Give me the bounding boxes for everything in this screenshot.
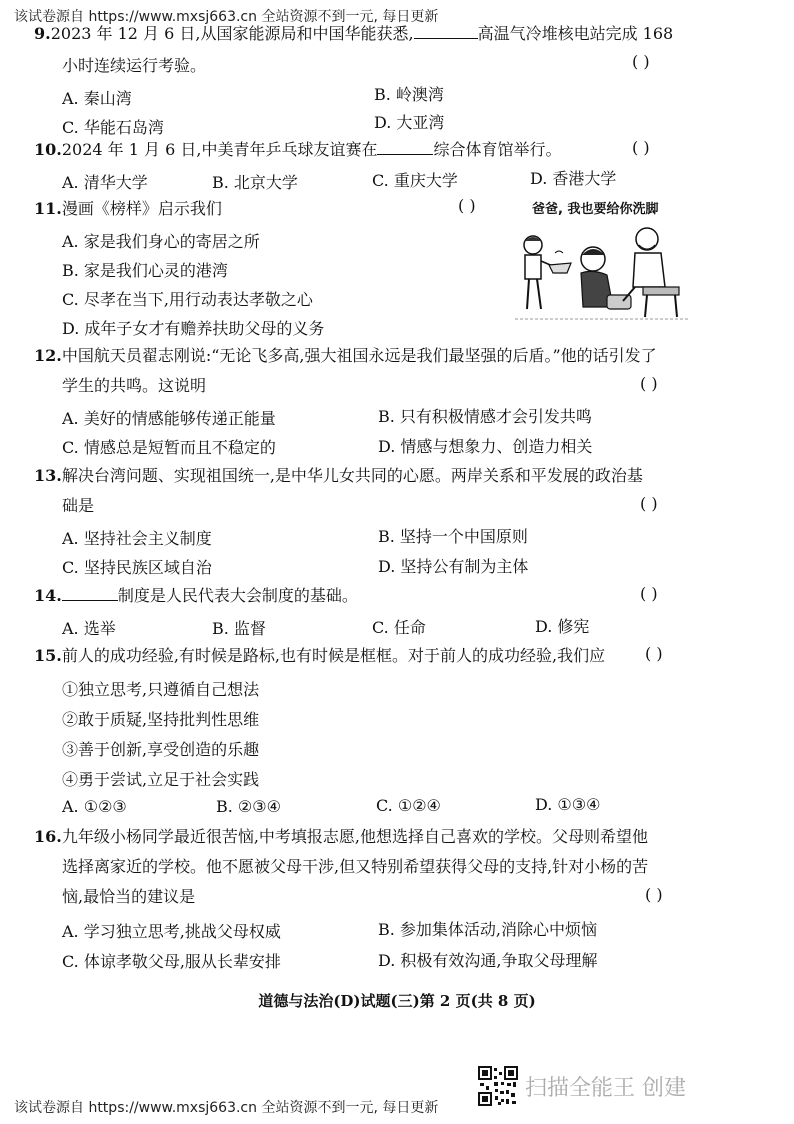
answer-bracket[interactable]: ( )	[632, 138, 650, 157]
option-a[interactable]: A. 坚持社会主义制度	[62, 529, 212, 548]
question-text: 漫画《榜样》启示我们	[61, 199, 222, 218]
option-c[interactable]: C. 体谅孝敬父母,服从长辈安排	[62, 952, 281, 971]
question-13	[34, 466, 643, 486]
statement-2: ②敢于质疑,坚持批判性思维	[62, 710, 260, 729]
question-text: 中国航天员翟志刚说:“无论飞多高,强大祖国永远是我们最坚强的后盾。”他的话引发了	[61, 346, 657, 365]
option-d[interactable]: D. 大亚湾	[374, 113, 445, 132]
answer-bracket[interactable]: ( )	[645, 644, 663, 663]
question-number: 15.	[34, 646, 62, 665]
question-number: 11.	[34, 199, 62, 218]
statement-3: ③善于创新,享受创造的乐趣	[62, 740, 260, 759]
question-number: 9.	[34, 24, 51, 43]
qr-code-icon	[478, 1066, 518, 1106]
option-a[interactable]: A. 家是我们身心的寄居之所	[62, 232, 260, 251]
option-b[interactable]: B. 监督	[212, 619, 266, 638]
question-9-line2: 小时连续运行考验。	[62, 56, 207, 75]
option-c[interactable]: C. 尽孝在当下,用行动表达孝敬之心	[62, 290, 313, 309]
cartoon-illustration	[515, 215, 690, 325]
option-b[interactable]: B. 岭澳湾	[374, 85, 444, 104]
question-number: 13.	[34, 466, 62, 485]
question-14	[34, 586, 358, 606]
answer-bracket[interactable]: ( )	[640, 584, 658, 603]
statement-4: ④勇于尝试,立足于社会实践	[62, 770, 260, 789]
question-12-line2: 学生的共鸣。这说明	[62, 376, 207, 395]
question-16-line3: 恼,最恰当的建议是	[62, 887, 196, 906]
question-number: 10.	[34, 140, 62, 159]
option-b[interactable]: B. 北京大学	[212, 173, 298, 192]
question-text: 九年级小杨同学最近很苦恼,中考填报志愿,他想选择自己喜欢的学校。父母则希望他	[61, 827, 649, 846]
answer-bracket[interactable]: ( )	[458, 196, 476, 215]
question-16	[34, 827, 648, 847]
question-9	[34, 24, 673, 44]
footer-watermark: 该试卷源自 https://www.mxsj663.cn 全站资源不到一元, 每日更新	[14, 1100, 439, 1116]
option-b[interactable]: B. 参加集体活动,消除心中烦恼	[378, 920, 598, 939]
option-a[interactable]: A. 秦山湾	[62, 89, 132, 108]
option-c[interactable]: C. 华能石岛湾	[62, 118, 164, 137]
answer-blank	[414, 24, 478, 39]
option-d[interactable]: D. 香港大学	[530, 169, 617, 188]
question-text: 制度是人民代表大会制度的基础。	[117, 586, 358, 605]
option-a[interactable]: A. 美好的情感能够传递正能量	[62, 409, 276, 428]
option-a[interactable]: A. 学习独立思考,挑战父母权威	[62, 922, 281, 941]
question-text: 解决台湾问题、实现祖国统一,是中华儿女共同的心愿。两岸关系和平发展的政治基	[61, 466, 643, 485]
option-c[interactable]: C. 坚持民族区域自治	[62, 558, 212, 577]
question-number: 16.	[34, 827, 62, 846]
option-b[interactable]: B. 坚持一个中国原则	[378, 527, 528, 546]
question-10	[34, 140, 561, 160]
answer-blank	[62, 586, 118, 601]
answer-blank	[377, 140, 433, 155]
option-a[interactable]: A. ①②③	[62, 797, 127, 816]
option-c[interactable]: C. 重庆大学	[372, 171, 458, 190]
question-text: 2024 年 1 月 6 日,中美青年乒乓球友谊赛在	[61, 140, 378, 159]
header-watermark: 该试卷源自 https://www.mxsj663.cn 全站资源不到一元, 每日更新	[14, 9, 439, 25]
answer-bracket[interactable]: ( )	[640, 374, 658, 393]
question-text: 前人的成功经验,有时候是路标,也有时候是框框。对于前人的成功经验,我们应	[61, 646, 606, 665]
question-text: 综合体育馆举行。	[433, 140, 562, 159]
option-d[interactable]: D. 坚持公有制为主体	[378, 557, 529, 576]
question-number: 14.	[34, 586, 62, 605]
statement-1: ①独立思考,只遵循自己想法	[62, 680, 260, 699]
question-13-line2: 础是	[62, 496, 95, 515]
option-d[interactable]: D. 积极有效沟通,争取父母理解	[378, 951, 598, 970]
option-b[interactable]: B. 只有积极情感才会引发共鸣	[378, 407, 592, 426]
option-a[interactable]: A. 清华大学	[62, 173, 148, 192]
option-d[interactable]: D. 情感与想象力、创造力相关	[378, 437, 593, 456]
question-11	[34, 199, 222, 219]
page-footer: 道德与法治(D)试题(三)第 2 页(共 8 页)	[258, 992, 536, 1010]
question-number: 12.	[34, 346, 62, 365]
question-text: 高温气冷堆核电站完成 168	[477, 24, 674, 43]
option-c[interactable]: C. 任命	[372, 618, 426, 637]
option-c[interactable]: C. ①②④	[376, 796, 441, 815]
option-d[interactable]: D. 修宪	[535, 617, 590, 636]
option-b[interactable]: B. ②③④	[216, 797, 281, 816]
answer-bracket[interactable]: ( )	[632, 52, 650, 71]
option-b[interactable]: B. 家是我们心灵的港湾	[62, 261, 228, 280]
option-d[interactable]: D. 成年子女才有赡养扶助父母的义务	[62, 319, 325, 338]
option-a[interactable]: A. 选举	[62, 619, 116, 638]
scanner-watermark: 扫描全能王 创建	[525, 1076, 686, 1101]
question-text: 2023 年 12 月 6 日,从国家能源局和中国华能获悉,	[50, 24, 414, 43]
answer-bracket[interactable]: ( )	[640, 494, 658, 513]
answer-bracket[interactable]: ( )	[645, 885, 663, 904]
cartoon-caption: 爸爸, 我也要给你洗脚	[532, 202, 659, 217]
question-16-line2: 选择离家近的学校。他不愿被父母干涉,但又特别希望获得父母的支持,针对小杨的苦	[62, 857, 649, 876]
option-c[interactable]: C. 情感总是短暂而且不稳定的	[62, 438, 276, 457]
question-15	[34, 646, 605, 666]
option-d[interactable]: D. ①③④	[535, 795, 601, 814]
question-12	[34, 346, 657, 366]
